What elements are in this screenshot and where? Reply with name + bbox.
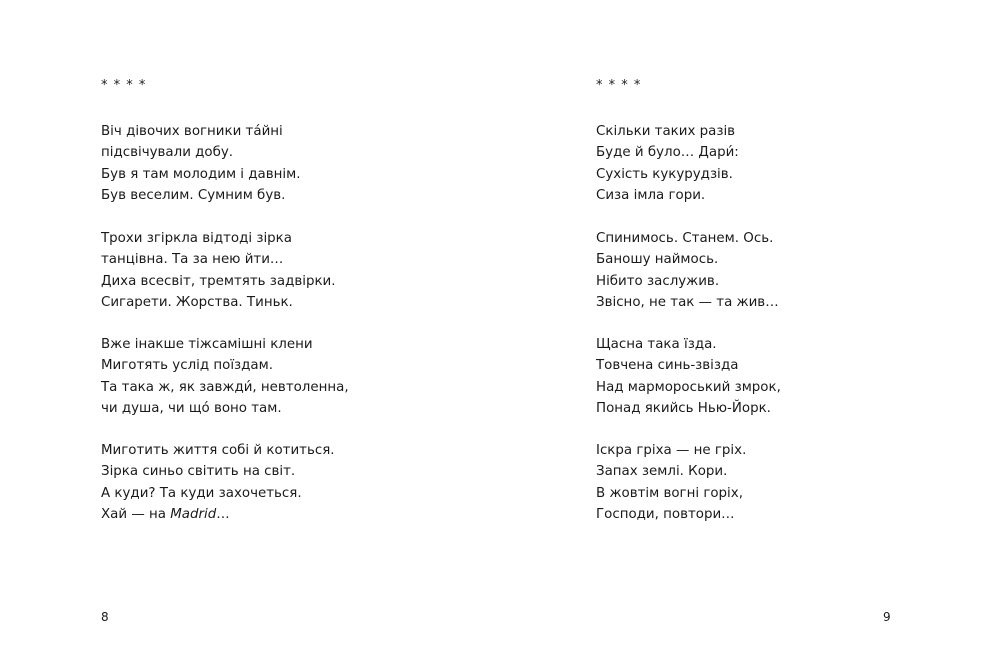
poem-line: Був я там молодим і давнім. xyxy=(101,166,301,182)
poem-line-start: Хай — на xyxy=(101,506,171,522)
stanza-1 xyxy=(596,121,739,206)
poem-line: Зірка синьо світить на світ. xyxy=(101,464,296,480)
stanza-3 xyxy=(101,334,349,419)
poem-line: Товчена синь-звізда xyxy=(596,358,739,374)
poem-line: Запах землі. Кори. xyxy=(596,464,728,480)
poem-line: Нібито заслужив. xyxy=(596,273,720,289)
stanza-2 xyxy=(101,228,336,313)
stanza-3 xyxy=(596,334,781,419)
page-number-left: 8 xyxy=(101,610,109,624)
poem-line: Іскра гріха — не гріх. xyxy=(596,443,747,458)
poem-line: Понад якийсь Нью-Йорк. xyxy=(596,400,771,416)
page-number-right: 9 xyxy=(883,610,891,624)
poem-line: Вже інакше тіжсамішні клени xyxy=(101,337,313,352)
poem-line: Сигарети. Жорства. Тиньк. xyxy=(101,294,293,310)
section-asterisks: * * * * xyxy=(596,78,642,93)
poem-line: Віч дівочих вогники та́йні xyxy=(101,124,283,139)
poem-line: чи душа, чи що́ воно там. xyxy=(101,400,282,416)
poem-line: підсвічували добу. xyxy=(101,145,234,161)
poem-line: Сиза імла гори. xyxy=(596,187,706,203)
italic-word: Madrid xyxy=(170,506,217,522)
poem-line: Щасна така їзда. xyxy=(596,337,717,352)
poem-line-last xyxy=(101,504,335,525)
poem-line: танцівна. Та за нею йти… xyxy=(101,252,284,268)
poem-line: Над мармороський змрок, xyxy=(596,379,781,395)
right-page xyxy=(596,0,896,672)
stanza-2 xyxy=(596,228,779,313)
left-page xyxy=(101,0,481,672)
poem-line: А куди? Та куди захочеться. xyxy=(101,485,302,501)
poem-line: Миготять услід поїздам. xyxy=(101,358,273,374)
poem-line: Миготить життя собі й котиться. xyxy=(101,443,335,458)
poem-line: Звісно, не так — та жив… xyxy=(596,294,779,310)
poem-line: Баношу наймось. xyxy=(596,252,719,268)
poem-line-end: … xyxy=(216,506,230,522)
poem-line: Трохи згіркла відтоді зірка xyxy=(101,231,292,246)
poem-line: Та така ж, як завжди́, невтоленна, xyxy=(101,379,349,395)
poem-line: Спинимось. Станем. Ось. xyxy=(596,231,774,246)
stanza-4 xyxy=(101,440,335,525)
poem-line: В жовтім вогні горіх, xyxy=(596,485,743,501)
poem-line: Скільки таких разів xyxy=(596,124,736,139)
poem-line: Був веселим. Сумним був. xyxy=(101,187,286,203)
poem-line: Господи, повтори… xyxy=(596,506,735,522)
poem-line: Буде й було… Дари́: xyxy=(596,145,739,161)
stanza-1 xyxy=(101,121,300,206)
poem-line: Диха всесвіт, тремтять задвірки. xyxy=(101,273,336,289)
stanza-4 xyxy=(596,440,746,525)
section-asterisks: * * * * xyxy=(101,78,147,93)
poem-line: Сухість кукурудзів. xyxy=(596,166,733,182)
